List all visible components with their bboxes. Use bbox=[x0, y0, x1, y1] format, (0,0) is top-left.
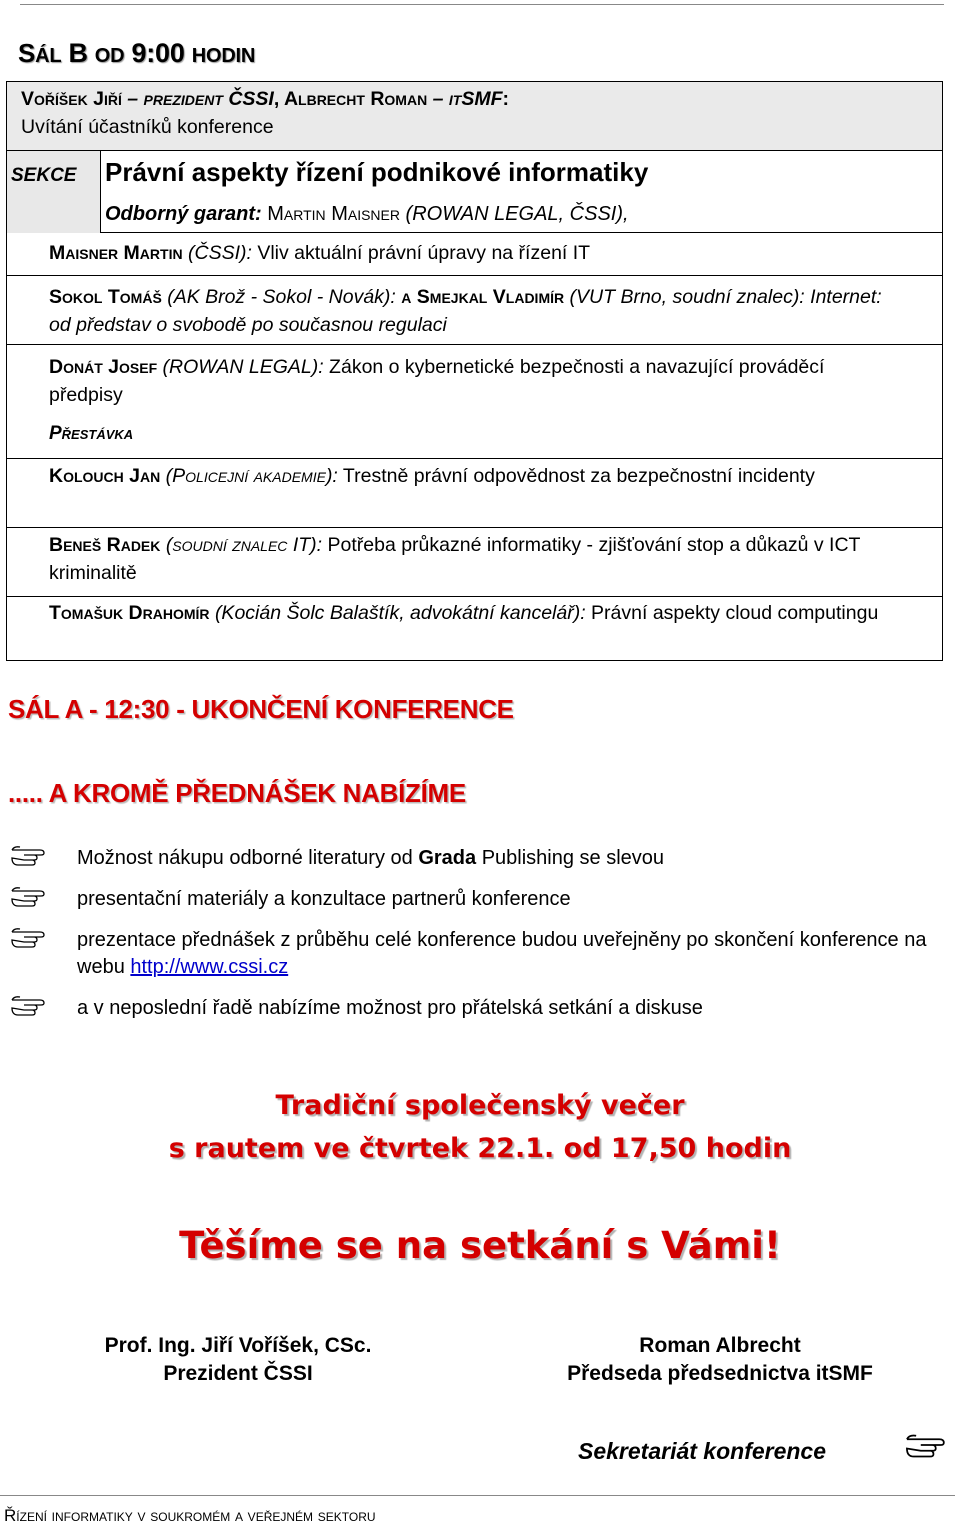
list-item: prezentace přednášek z průběhu celé konference budou uveřejněny po skončení konference na webu http://www.cssi.cz bbox=[77, 929, 927, 978]
section-row bbox=[7, 151, 942, 233]
talk-row: Maisner Martin (ČSSI): Vliv aktuální právní úpravy na řízení IT bbox=[7, 233, 942, 276]
sal-b-heading: SÁL B OD 9:00 HODIN bbox=[18, 38, 256, 68]
talk-row: Tomašuk Drahomír (Kocián Šolc Balaštík, advokátní kancelář): Právní aspekty cloud computingu bbox=[49, 602, 879, 624]
pointing-hand-icon bbox=[10, 883, 54, 909]
signature-left: Prof. Ing. Jiří Voříšek, CSc. Prezident ČSSI bbox=[104, 1334, 372, 1385]
opening-subtitle: Uvítání účastníků konference bbox=[21, 116, 274, 138]
offer-heading: ..... A KROMĚ PŘEDNÁŠEK NABÍZÍME bbox=[8, 778, 466, 808]
section-garant: Odborný garant: Martin Maisner (ROWAN LEGAL, ČSSI), bbox=[105, 203, 629, 225]
list-item: presentační materiály a konzultace partnerů konference bbox=[77, 888, 571, 910]
talk-row: Kolouch Jan (Policejní akademie): Trestně právní odpovědnost za bezpečnostní incidenty bbox=[7, 459, 942, 528]
evening-line1: Tradiční společenský večer bbox=[275, 1090, 685, 1121]
section-title: Právní aspekty řízení podnikové informatiky bbox=[105, 157, 649, 187]
secretariat-label: Sekretariát konference bbox=[578, 1438, 827, 1464]
talk-row: Beneš Radek (soudní znalec IT): Potřeba průkazné informatiky - zjišťování stop a důkazů v ICT kriminalitě bbox=[7, 528, 942, 597]
pointing-hand-icon bbox=[10, 842, 54, 868]
pointing-hand-icon bbox=[904, 1430, 956, 1465]
list-item: a v neposlední řadě nabízíme možnost pro přátelská setkání a diskuse bbox=[77, 997, 703, 1019]
cssi-link[interactable]: http://www.cssi.cz bbox=[130, 956, 289, 978]
greeting: Těšíme se na setkání s Vámi! bbox=[179, 1224, 781, 1267]
footer-text: Řízení informatiky v soukromém a veřejném sektoru bbox=[4, 1506, 376, 1525]
evening-line2: s rautem ve čtvrtek 22.1. od 17,50 hodin bbox=[168, 1133, 792, 1164]
section-label-cell: SEKCE bbox=[7, 151, 101, 233]
talk-row: Sokol Tomáš (AK Brož - Sokol - Novák): a Smejkal Vladimír (VUT Brno, soudní znalec): Internet: od představ o svobodě po současnou regulaci bbox=[7, 276, 942, 345]
offer-list bbox=[10, 842, 950, 1032]
talk-row: Donát Josef (ROWAN LEGAL): Zákon o kybernetické bezpečnosti a navazující prováděcí předpisy Přestávka bbox=[7, 345, 942, 459]
top-rule bbox=[20, 4, 944, 5]
sal-a-heading: SÁL A - 12:30 - UKONČENÍ KONFERENCE bbox=[8, 694, 514, 724]
footer-rule bbox=[0, 1495, 955, 1496]
list-item: Možnost nákupu odborné literatury od Grada Publishing se slevou bbox=[77, 847, 665, 869]
break-label: Přestávka bbox=[49, 423, 134, 444]
schedule-table bbox=[6, 81, 943, 661]
opening-row: Voříšek Jiří – prezident ČSSI, Albrecht Roman – itSMF: Uvítání účastníků konference bbox=[7, 82, 942, 151]
pointing-hand-icon bbox=[10, 924, 54, 950]
pointing-hand-icon bbox=[10, 992, 54, 1018]
signature-right: Roman Albrecht Předseda předsednictva itSMF bbox=[567, 1334, 873, 1385]
